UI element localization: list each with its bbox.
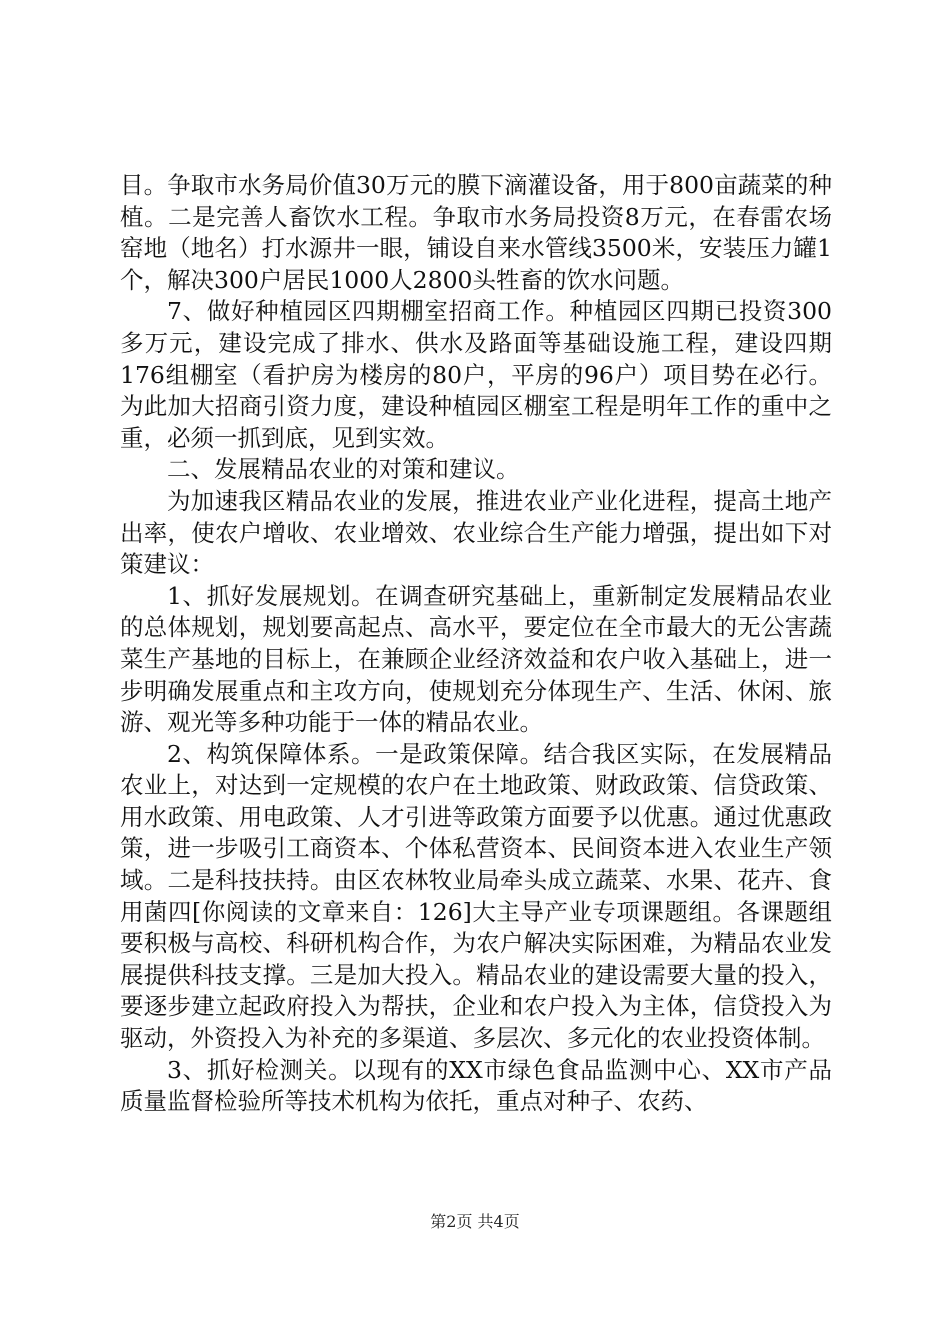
document-body [120, 170, 832, 1118]
page-number: 第2页 共4页 [430, 1212, 520, 1231]
paragraph-intro: 为加速我区精品农业的发展，推进农业产业化进程，提高土地产出率，使农户增收、农业增效、农业综合生产能力增强，提出如下对策建议： [120, 486, 832, 579]
page-footer [0, 1212, 950, 1232]
paragraph-item-3: 3、抓好检测关。以现有的XX市绿色食品监测中心、XX市产品质量监督检验所等技术机构为依托，重点对种子、农药、 [120, 1055, 832, 1116]
section-heading: 二、发展精品农业的对策和建议。 [167, 455, 520, 484]
paragraph-item-1: 1、抓好发展规划。在调查研究基础上，重新制定发展精品农业的总体规划，规划要高起点、高水平，要定位在全市最大的无公害蔬菜生产基地的目标上，在兼顾企业经济效益和农户收入基础上，进一步明确发展重点和主攻方向，使规划充分体现生产、生活、休闲、旅游、观光等多种功能于一体的精品农业。 [120, 581, 832, 737]
paragraph-continued: 目。争取市水务局价值30万元的膜下滴灌设备，用于800亩蔬菜的种植。二是完善人畜饮水工程。争取市水务局投资8万元，在春雷农场窑地（地名）打水源井一眼，铺设自来水管线3500米，安装压力罐1个，解决300户居民1000人2800头牲畜的饮水问题。 [120, 171, 832, 294]
paragraph-item-2: 2、构筑保障体系。一是政策保障。结合我区实际，在发展精品农业上，对达到一定规模的农户在土地政策、财政政策、信贷政策、用水政策、用电政策、人才引进等政策方面要予以优惠。通过优惠政策，进一步吸引工商资本、个体私营资本、民间资本进入农业生产领域。二是科技扶持。由区农林牧业局牵头成立蔬菜、水果、花卉、食用菌四[你阅读的文章来自：126]大主导产业专项课题组。各课题组要积极与高校、科研机构合作，为农户解决实际困难，为精品农业发展提供科技支撑。三是加大投入。精品农业的建设需要大量的投入，要逐步建立起政府投入为帮扶，企业和农户投入为主体，信贷投入为驱动，外资投入为补充的多渠道、多层次、多元化的农业投资体制。 [120, 739, 832, 1053]
paragraph-item-7: 7、做好种植园区四期棚室招商工作。种植园区四期已投资300多万元，建设完成了排水、供水及路面等基础设施工程，建设四期176组棚室（看护房为楼房的80户，平房的96户）项目势在必行。为此加大招商引资力度，建设种植园区棚室工程是明年工作的重中之重，必须一抓到底，见到实效。 [120, 297, 832, 452]
